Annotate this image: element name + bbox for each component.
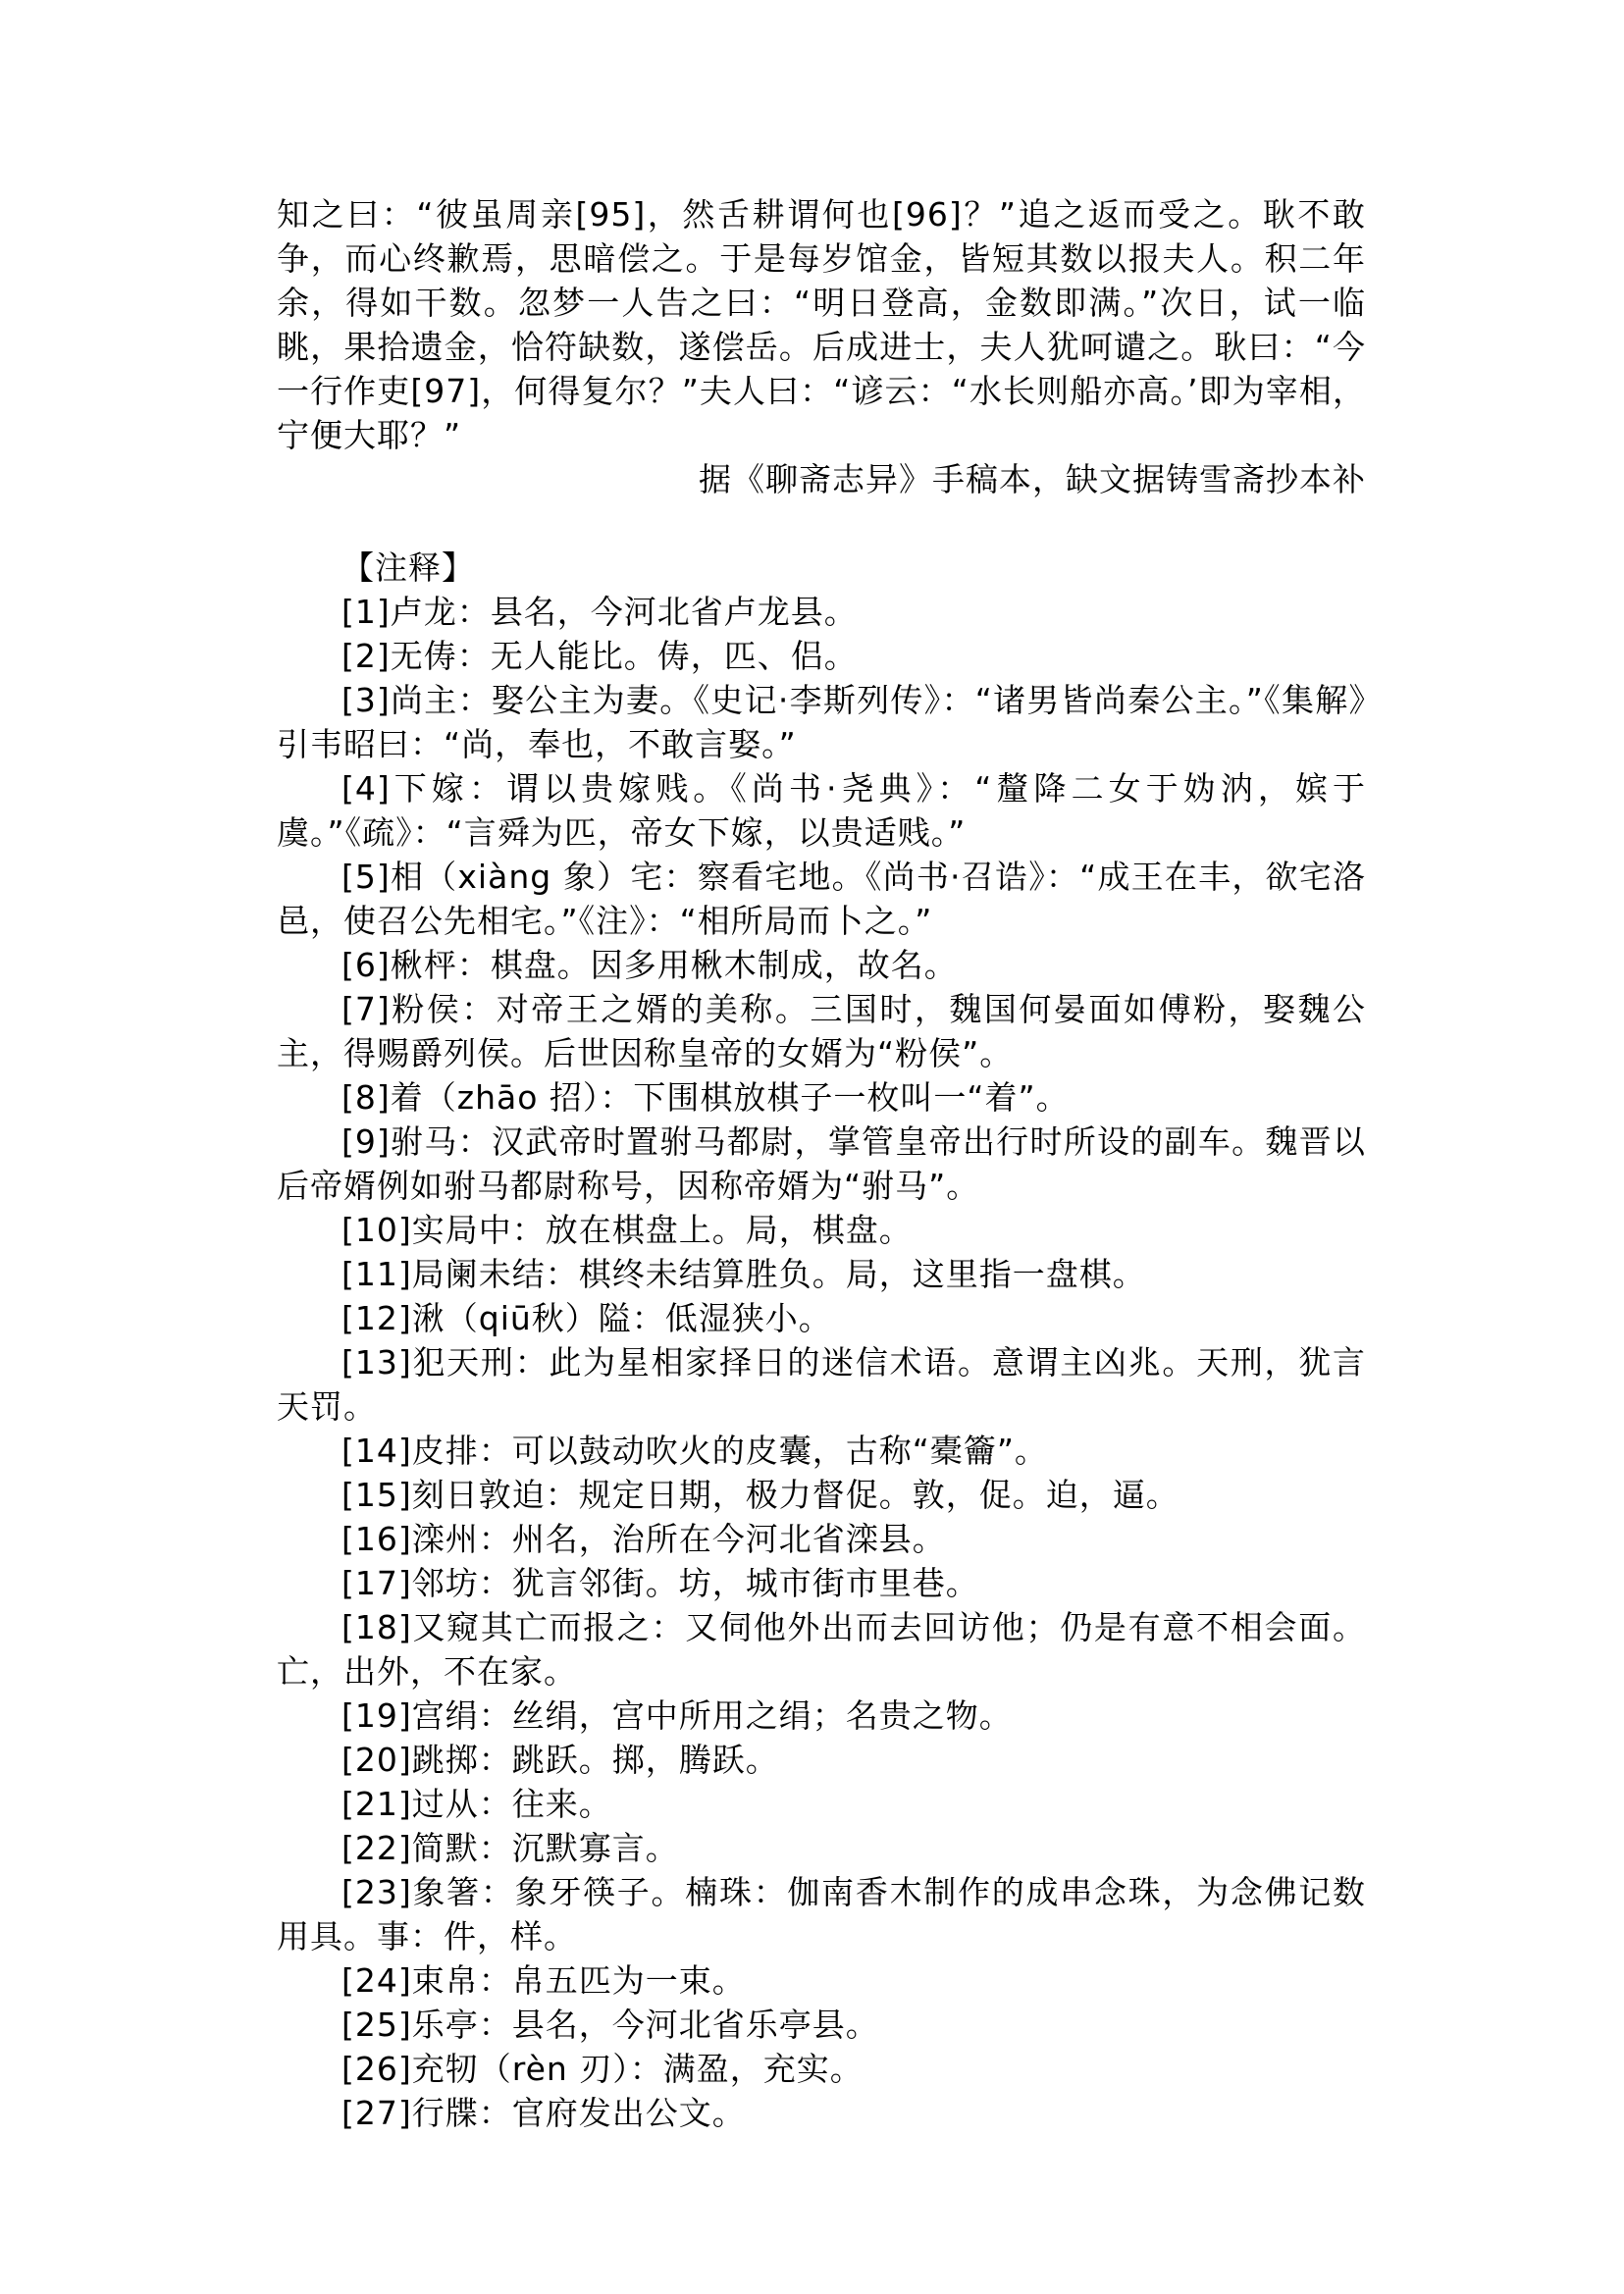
note-item: [3]尚主：娶公主为妻。《史记·李斯列传》：“诸男皆尚秦公主。”《集解》引韦昭曰：“尚，奉也，不敢言娶。”: [277, 681, 1366, 763]
note-item: [10]实局中：放在棋盘上。局，棋盘。: [341, 1211, 913, 1249]
notes-list: [277, 590, 1366, 2135]
note-item: [16]滦州：州名，治所在今河北省滦县。: [341, 1520, 946, 1558]
document-page: [277, 192, 1366, 2135]
story-paragraph: 知之曰：“彼虽周亲[95]，然舌耕谓何也[96]？”追之返而受之。耿不敢争，而心终歉焉，思暗偿之。于是每岁馆金，皆短其数以报夫人。积二年余，得如干数。忽梦一人告之曰：“明日登高，金数即满。”次日，试一临眺，果拾遗金，恰符缺数，遂偿岳。后成进士，夫人犹呵谴之。耿曰：“今一行作吏[97]，何得复尔？”夫人曰：“谚云：“水长则船亦高。’即为宰相，宁便大耶？”: [277, 195, 1366, 454]
note-item: [20]跳掷：跳跃。掷，腾跃。: [341, 1741, 779, 1779]
note-item: [9]驸马：汉武帝时置驸马都尉，掌管皇帝出行时所设的副车。魏晋以后帝婿例如驸马都尉称号，因称帝婿为“驸马”。: [277, 1122, 1366, 1205]
note-item: [25]乐亭：县名，今河北省乐亭县。: [341, 2006, 879, 2044]
note-item: [27]行牒：官府发出公文。: [341, 2094, 746, 2132]
note-item: [23]象箸：象牙筷子。楠珠：伽南香木制作的成串念珠，为念佛记数用具。事：件，样。: [277, 1873, 1366, 1955]
note-item: [21]过从：往来。: [341, 1785, 612, 1823]
note-item: [7]粉侯：对帝王之婿的美称。三国时，魏国何晏面如傅粉，娶魏公主，得赐爵列侯。后世因称皇帝的女婿为“粉侯”。: [277, 990, 1366, 1072]
note-item: [19]宫绢：丝绢，宫中所用之绢；名贵之物。: [341, 1696, 1013, 1735]
note-item: [4]下嫁：谓以贵嫁贱。《尚书·尧典》：“釐降二女于妫汭，嫔于虞。”《疏》：“言舜为匹，帝女下嫁，以贵适贱。”: [277, 769, 1366, 852]
note-item: [24]束帛：帛五匹为一束。: [341, 1961, 746, 2000]
note-item: [1]卢龙：县名，今河北省卢龙县。: [341, 593, 858, 631]
note-item: [5]相（xiàng 象）宅：察看宅地。《尚书·召诰》：“成王在丰，欲宅洛邑，使召公先相宅。”《注》：“相所局而卜之。”: [277, 858, 1366, 940]
note-item: [11]局阑未结：棋终未结算胜负。局，这里指一盘棋。: [341, 1255, 1146, 1293]
note-item: [26]充牣（rèn 刃）：满盈，充实。: [341, 2050, 864, 2088]
note-item: [18]又窥其亡而报之：又伺他外出而去回访他；仍是有意不相会面。亡，出外，不在家。: [277, 1608, 1366, 1691]
note-item: [22]简默：沉默寡言。: [341, 1829, 679, 1867]
source-citation: 据《聊斋志异》手稿本，缺文据铸雪斋抄本补: [699, 460, 1366, 498]
note-item: [15]刻日敦迫：规定日期，极力督促。敦，促。迫，逼。: [341, 1476, 1179, 1514]
notes-heading: 【注释】: [341, 548, 475, 587]
note-item: [2]无俦：无人能比。俦，匹、侣。: [341, 637, 858, 675]
note-item: [13]犯天刑：此为星相家择日的迷信术语。意谓主凶兆。天刑，犹言天罚。: [277, 1343, 1366, 1426]
note-item: [6]楸枰：棋盘。因多用楸木制成，故名。: [341, 946, 958, 984]
note-item: [8]着（zhāo 招）：下围棋放棋子一枚叫一“着”。: [341, 1078, 1070, 1117]
note-item: [12]湫（qiū秋）隘：低湿狭小。: [341, 1299, 832, 1337]
note-item: [14]皮排：可以鼓动吹火的皮囊，古称“橐籥”。: [341, 1432, 1048, 1470]
note-item: [17]邻坊：犹言邻街。坊，城市街市里巷。: [341, 1564, 979, 1602]
